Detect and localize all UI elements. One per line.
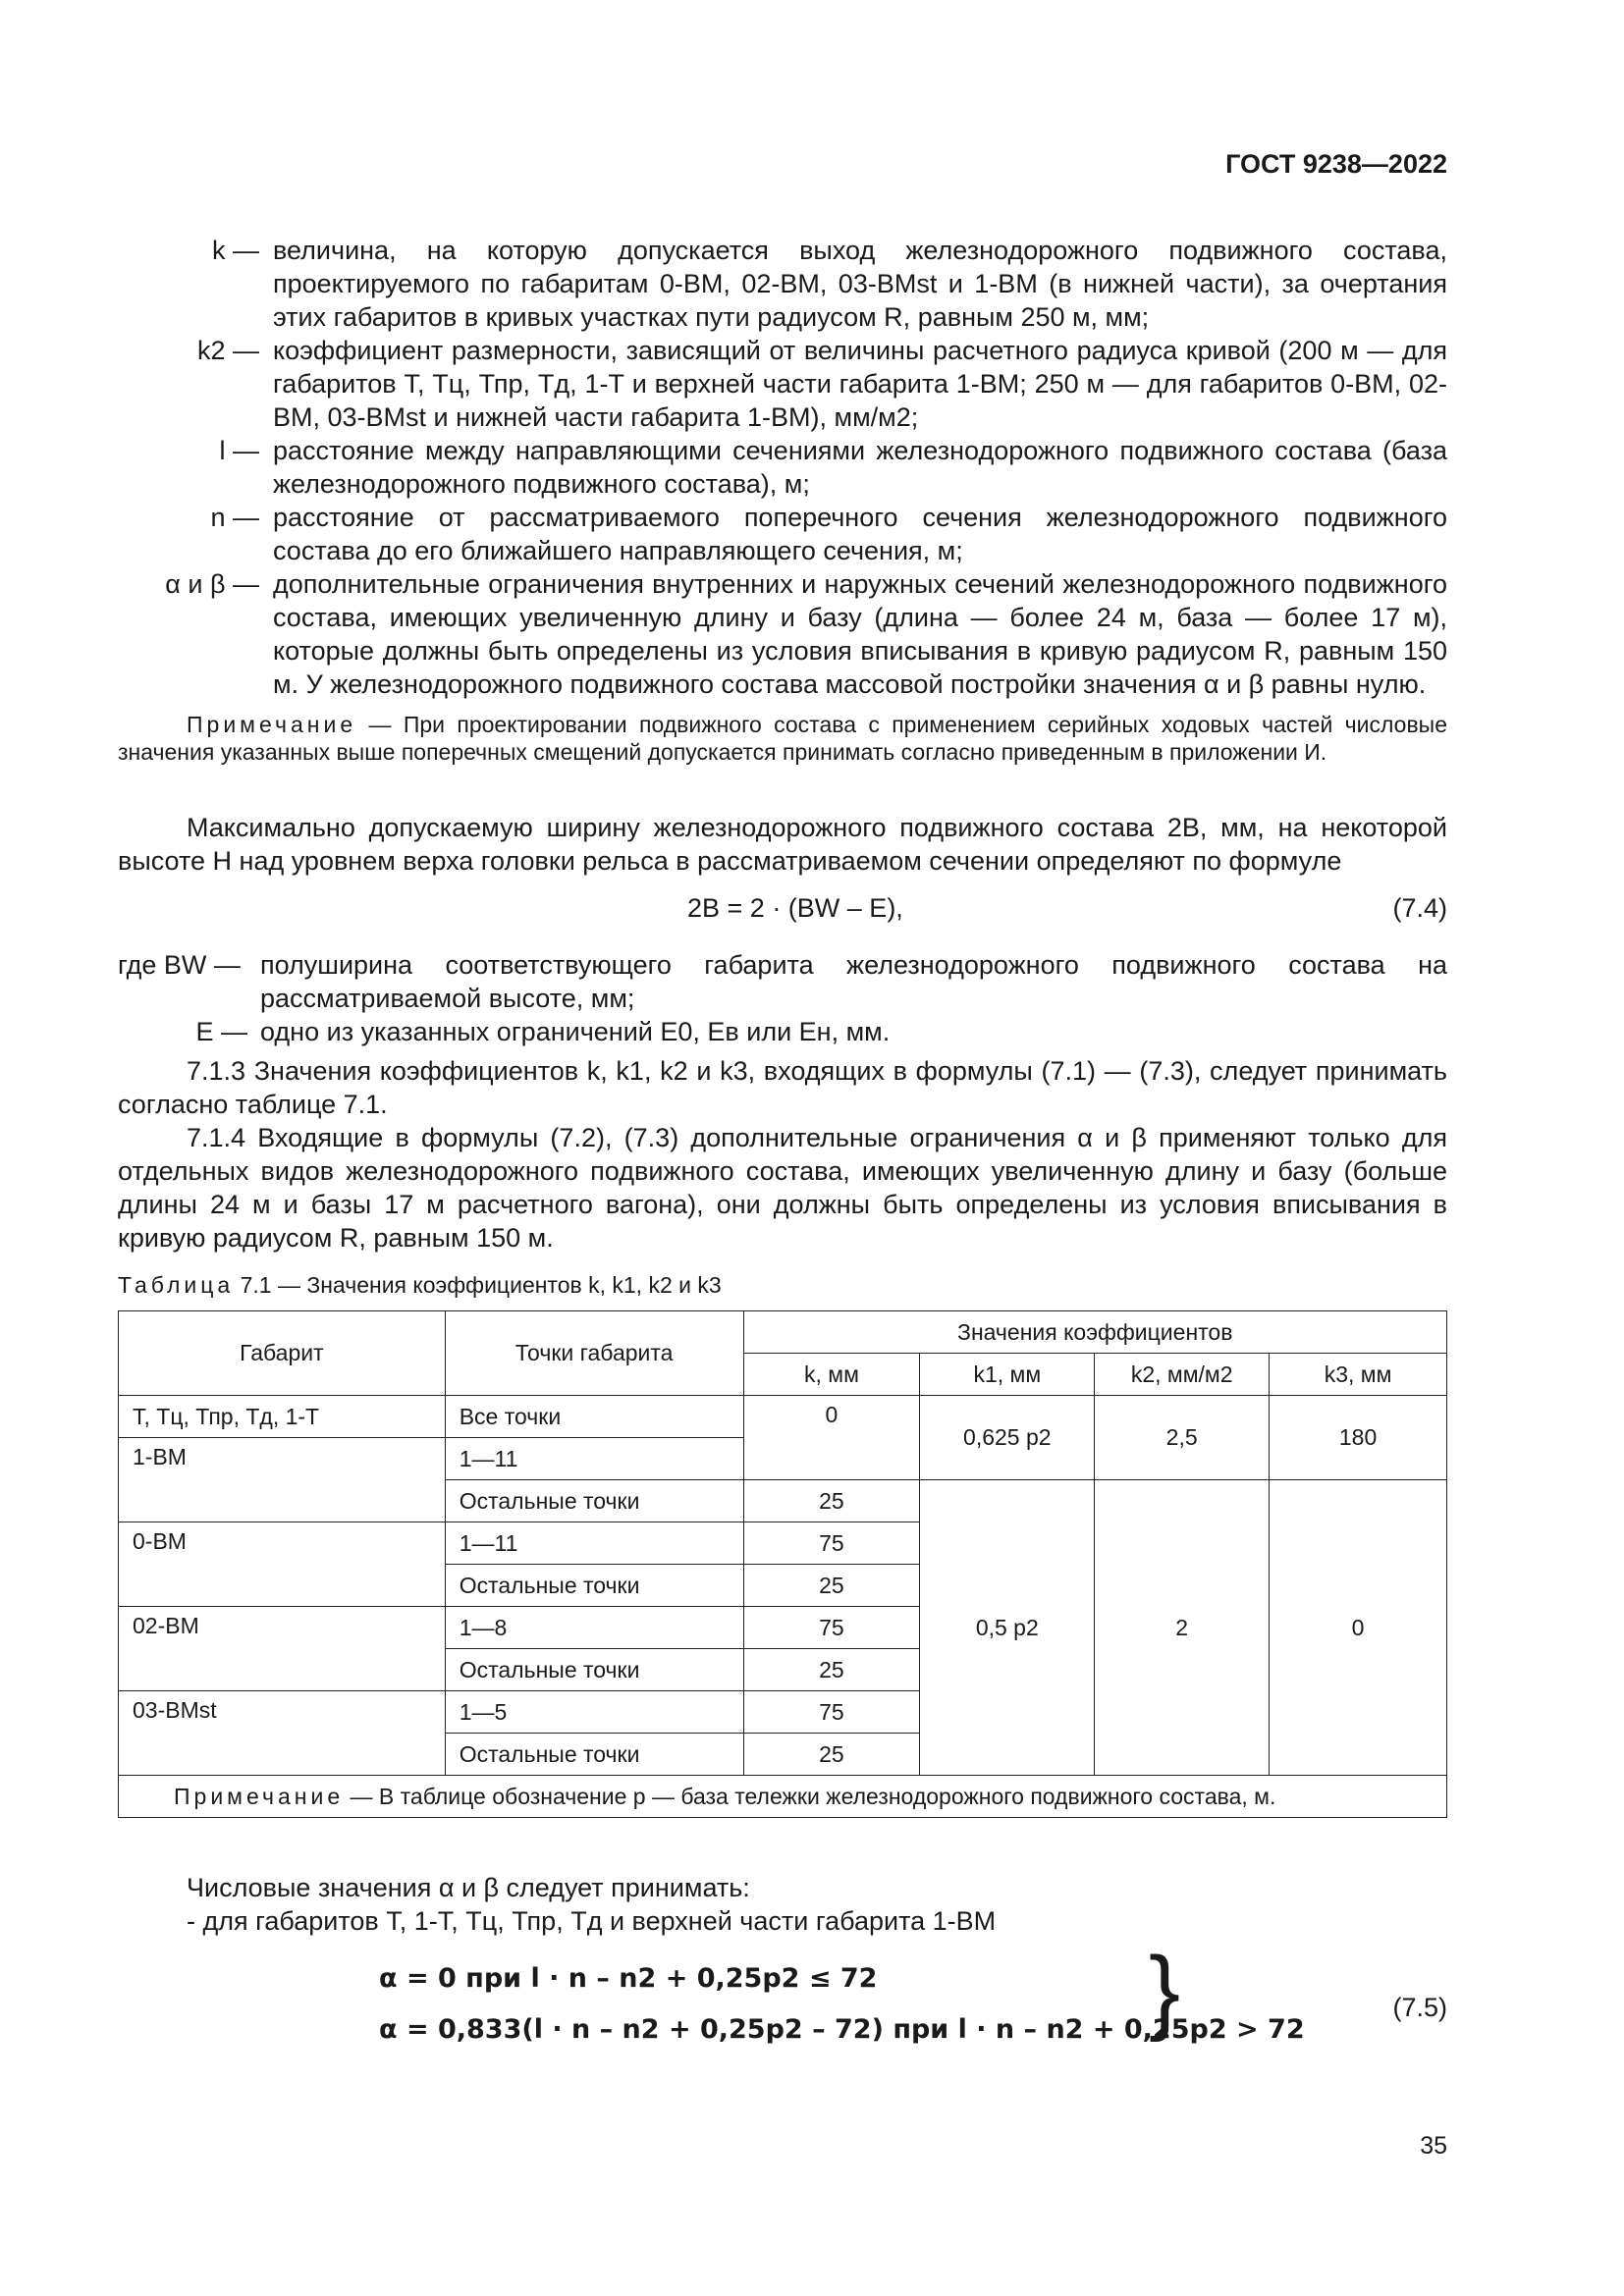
cell-k: 25 xyxy=(743,1649,920,1691)
note-text: — При проектировании подвижного состава с применением серийных ходовых частей числовые значения указанных выше поперечных смещений допускается принимать согласно приведенным в приложении И. xyxy=(118,712,1447,765)
definition-text: расстояние между направляющими сечениями железнодорожного подвижного состава (база железнодорожного подвижного состава), м; xyxy=(273,436,1447,499)
cell-gabarit: 03-ВМst xyxy=(119,1691,446,1776)
definition-text: дополнительные ограничения внутренних и наружных сечений железнодорожного подвижного состава, имеющих увеличенную длину и базу (длина — более 24 м, база — более 17 м), которые должны быть определены из условия вписывания в кривую радиусом R, равным 150 м. У железнодорожного подвижного состава массовой постройки значения α и β равны нулю. xyxy=(273,569,1447,699)
header-k1: k1, мм xyxy=(920,1354,1095,1396)
cell-k: 25 xyxy=(743,1734,920,1776)
cell-gabarit: 1-ВМ xyxy=(119,1438,446,1522)
cell-points: Остальные точки xyxy=(445,1649,743,1691)
definition-term: k — xyxy=(211,236,259,265)
definition-text: коэффициент размерности, зависящий от величины расчетного радиуса кривой (200 м — для габаритов Т, Тц, Тпр, Тд, 1-Т и верхней части габарита 1-ВМ; 250 м — для габаритов 0-ВМ, 02-ВМ, 03-ВМst и нижней части габарита 1-ВМ), мм/м2; xyxy=(273,336,1447,432)
cell-points: Остальные точки xyxy=(445,1565,743,1607)
cell-points: Все точки xyxy=(445,1396,743,1438)
definition-text: полуширина соответствующего габарита железнодорожного подвижного состава на рассматриваемой высоте, мм; xyxy=(260,950,1447,1013)
paragraph-7-1-4: 7.1.4 Входящие в формулы (7.2), (7.3) дополнительные ограничения α и β применяют только для отдельных видов железнодорожного подвижного состава, имеющих увеличенную длину и базу (больше длины 24 м и базы 17 м расчетного вагона), они должны быть определены из условия вписывания в кривую радиусом R, равным 150 м. xyxy=(118,1123,1447,1253)
cell-gabarit: 0-ВМ xyxy=(119,1522,446,1607)
formula-number: (7.4) xyxy=(1392,893,1447,923)
table-caption-label: Таблица xyxy=(118,1272,235,1298)
definition-n xyxy=(157,501,1447,567)
cell-k2: 2,5 xyxy=(1095,1396,1270,1480)
cell-gabarit: 02-ВМ xyxy=(119,1607,446,1691)
cell-k: 75 xyxy=(743,1522,920,1565)
definition-text: одно из указанных ограничений E0, Eв или Eн, мм. xyxy=(260,1017,891,1046)
definition-text: расстояние от рассматриваемого поперечного сечения железнодорожного подвижного состава до его ближайшего направляющего сечения, м; xyxy=(273,503,1447,565)
where-bw xyxy=(118,948,1447,1015)
formula-7-5-line2: α = 0,833(l · n – n2 + 0,25p2 – 72) при l · n – n2 + 0,25p2 > 72 xyxy=(379,2014,1305,2045)
table-note-label: Примечание xyxy=(174,1783,345,1809)
cell-points: 1—11 xyxy=(445,1438,743,1480)
where-e xyxy=(118,1015,1447,1048)
paragraph-7-1-3: 7.1.3 Значения коэффициентов k, k1, k2 и k3, входящих в формулы (7.1) — (7.3), следует принимать согласно таблице 7.1. xyxy=(118,1056,1447,1119)
definition-l xyxy=(157,434,1447,501)
cell-points: 1—8 xyxy=(445,1607,743,1649)
header-k2: k2, мм/м2 xyxy=(1095,1354,1270,1396)
definition-term: где BW — xyxy=(118,950,241,980)
definition-term: E — xyxy=(195,1017,247,1046)
cell-k2: 2 xyxy=(1095,1480,1270,1776)
cell-points: Остальные точки xyxy=(445,1480,743,1522)
cell-gabarit: Т, Тц, Тпр, Тд, 1-Т xyxy=(119,1396,446,1438)
paragraph-max-width: Максимально допускаемую ширину железнодорожного подвижного состава 2В, мм, на некоторой высоте Н над уровнем верха головки рельса в рассматриваемом сечении определяют по формуле xyxy=(118,813,1447,876)
table-note xyxy=(119,1776,1447,1818)
definition-k2 xyxy=(157,334,1447,434)
cell-points: Остальные точки xyxy=(445,1734,743,1776)
definition-term: α и β — xyxy=(165,569,259,599)
note-label: Примечание xyxy=(187,712,357,737)
cell-k1: 0,5 p2 xyxy=(920,1480,1095,1776)
definition-k xyxy=(157,234,1447,334)
definition-alpha-beta xyxy=(157,567,1447,701)
document-code: ГОСТ 9238—2022 xyxy=(1225,149,1447,179)
definition-term: k2 — xyxy=(196,336,259,365)
header-points: Точки габарита xyxy=(445,1311,743,1396)
note-block xyxy=(118,711,1447,766)
header-k: k, мм xyxy=(743,1354,920,1396)
definition-text: величина, на которую допускается выход железнодорожного подвижного состава, проектируемого по габаритам 0-ВМ, 02-ВМ, 03-ВМst и 1-ВМ (в нижней части), за очертания этих габаритов в кривых участках пути радиусом R, равным 250 м, мм; xyxy=(273,236,1447,332)
cell-points: 1—5 xyxy=(445,1691,743,1734)
header-gabarit: Габарит xyxy=(119,1311,446,1396)
coefficients-table xyxy=(118,1310,1447,1818)
cell-k: 75 xyxy=(743,1607,920,1649)
paragraph-list-item: - для габаритов Т, 1-Т, Тц, Тпр, Тд и верхней части габарита 1-ВМ xyxy=(187,1906,997,1936)
table-note-text: — В таблице обозначение p — база тележки железнодорожного подвижного состава, м. xyxy=(350,1783,1276,1809)
header-values: Значения коэффициентов xyxy=(743,1311,1446,1354)
formula-7-5-line1: α = 0 при l · n – n2 + 0,25p2 ≤ 72 xyxy=(379,1963,878,1994)
cell-k3: 0 xyxy=(1270,1480,1447,1776)
right-brace: } xyxy=(1149,1938,1181,2043)
header-k3: k3, мм xyxy=(1270,1354,1447,1396)
formula-number: (7.5) xyxy=(1392,1993,1447,2022)
cell-points: 1—11 xyxy=(445,1522,743,1565)
paragraph-alpha-beta: Числовые значения α и β следует принимать: xyxy=(187,1873,750,1902)
page-number: 35 xyxy=(1420,2132,1447,2160)
table-caption-text: 7.1 — Значения коэффициентов k, k1, k2 и k3 xyxy=(240,1272,722,1298)
cell-k1: 0,625 p2 xyxy=(920,1396,1095,1480)
cell-k: 25 xyxy=(743,1565,920,1607)
table-caption xyxy=(118,1272,722,1299)
cell-k: 75 xyxy=(743,1691,920,1734)
cell-k: 0 xyxy=(743,1396,920,1480)
definition-term: l — xyxy=(219,436,259,465)
formula-7-4: 2B = 2 · (BW – E), xyxy=(687,893,903,923)
cell-k: 25 xyxy=(743,1480,920,1522)
definition-term: n — xyxy=(210,503,259,532)
cell-k3: 180 xyxy=(1270,1396,1447,1480)
